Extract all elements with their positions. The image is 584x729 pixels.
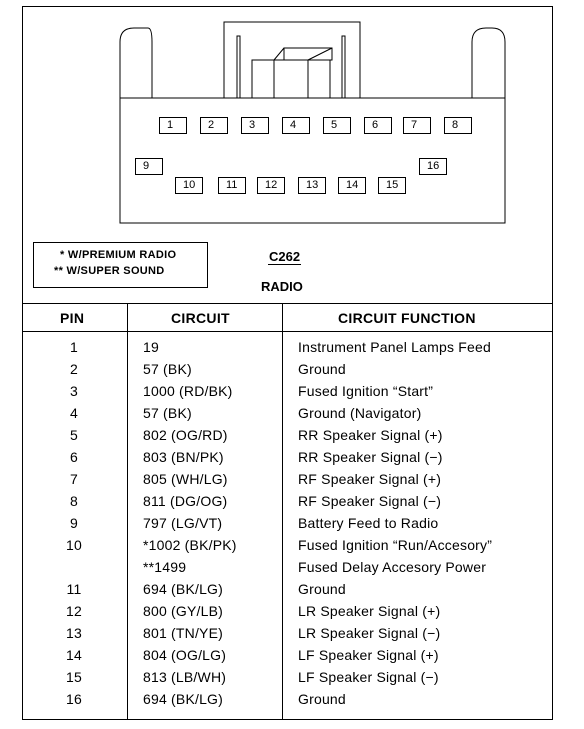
table-cell-function: Ground (Navigator) — [298, 405, 422, 421]
table-cell-circuit: 19 — [143, 339, 159, 355]
table-cell-circuit: *1002 (BK/PK) — [143, 537, 237, 553]
connector-pin-1: 1 — [159, 117, 187, 134]
connector-pin-12: 12 — [257, 177, 285, 194]
connector-pin-15: 15 — [378, 177, 406, 194]
table-cell-circuit: 811 (DG/OG) — [143, 493, 228, 509]
table-cell-function: Instrument Panel Lamps Feed — [298, 339, 491, 355]
connector-pin-14: 14 — [338, 177, 366, 194]
connector-pin-2: 2 — [200, 117, 228, 134]
table-cell-function: Battery Feed to Radio — [298, 515, 439, 531]
header-circuit-function: CIRCUIT FUNCTION — [338, 310, 476, 326]
connector-pin-6: 6 — [364, 117, 392, 134]
table-cell-function: Fused Ignition “Run/Accesory” — [298, 537, 493, 553]
connector-pin-9: 9 — [135, 158, 163, 175]
column-divider-circuit — [282, 303, 283, 720]
connector-pin-7: 7 — [403, 117, 431, 134]
table-cell-circuit: 804 (OG/LG) — [143, 647, 227, 663]
table-cell-circuit: 694 (BK/LG) — [143, 581, 224, 597]
table-cell-function: Fused Ignition “Start” — [298, 383, 434, 399]
table-cell-function: Fused Delay Accesory Power — [298, 559, 487, 575]
table-top-rule — [22, 303, 553, 304]
table-cell-circuit: **1499 — [143, 559, 187, 575]
connector-pin-5: 5 — [323, 117, 351, 134]
legend-super-sound: ** W/SUPER SOUND — [54, 265, 165, 277]
table-cell-function: Ground — [298, 691, 346, 707]
table-cell-function: RR Speaker Signal (−) — [298, 449, 443, 465]
connector-name: RADIO — [261, 279, 303, 294]
table-cell-function: Ground — [298, 581, 346, 597]
table-cell-circuit: 802 (OG/RD) — [143, 427, 228, 443]
table-cell-circuit: 805 (WH/LG) — [143, 471, 228, 487]
table-cell-function: RF Speaker Signal (−) — [298, 493, 442, 509]
header-pin: PIN — [60, 310, 85, 326]
table-cell-circuit: 813 (LB/WH) — [143, 669, 227, 685]
legend-box — [33, 242, 208, 288]
column-divider-pin — [127, 303, 128, 720]
table-cell-function: Ground — [298, 361, 346, 377]
legend-premium-radio: * W/PREMIUM RADIO — [60, 249, 177, 261]
connector-id: C262 — [269, 249, 301, 264]
table-cell-function: LF Speaker Signal (−) — [298, 669, 439, 685]
table-cell-circuit: 803 (BN/PK) — [143, 449, 224, 465]
connector-pin-4: 4 — [282, 117, 310, 134]
connector-pin-3: 3 — [241, 117, 269, 134]
table-cell-circuit: 1000 (RD/BK) — [143, 383, 233, 399]
table-cell-function: RR Speaker Signal (+) — [298, 427, 443, 443]
table-cell-function: LR Speaker Signal (+) — [298, 603, 441, 619]
table-cell-circuit: 797 (LG/VT) — [143, 515, 223, 531]
connector-pin-13: 13 — [298, 177, 326, 194]
connector-pin-8: 8 — [444, 117, 472, 134]
table-cell-function: LR Speaker Signal (−) — [298, 625, 441, 641]
table-cell-circuit: 57 (BK) — [143, 405, 192, 421]
table-header-rule — [22, 331, 553, 332]
table-cell-function: RF Speaker Signal (+) — [298, 471, 442, 487]
table-cell-function: LF Speaker Signal (+) — [298, 647, 439, 663]
connector-pin-11: 11 — [218, 177, 246, 194]
table-cell-circuit: 694 (BK/LG) — [143, 691, 224, 707]
table-cell-circuit: 57 (BK) — [143, 361, 192, 377]
connector-pin-10: 10 — [175, 177, 203, 194]
table-cell-circuit: 800 (GY/LB) — [143, 603, 224, 619]
connector-pin-16: 16 — [419, 158, 447, 175]
header-circuit: CIRCUIT — [171, 310, 230, 326]
table-cell-circuit: 801 (TN/YE) — [143, 625, 223, 641]
